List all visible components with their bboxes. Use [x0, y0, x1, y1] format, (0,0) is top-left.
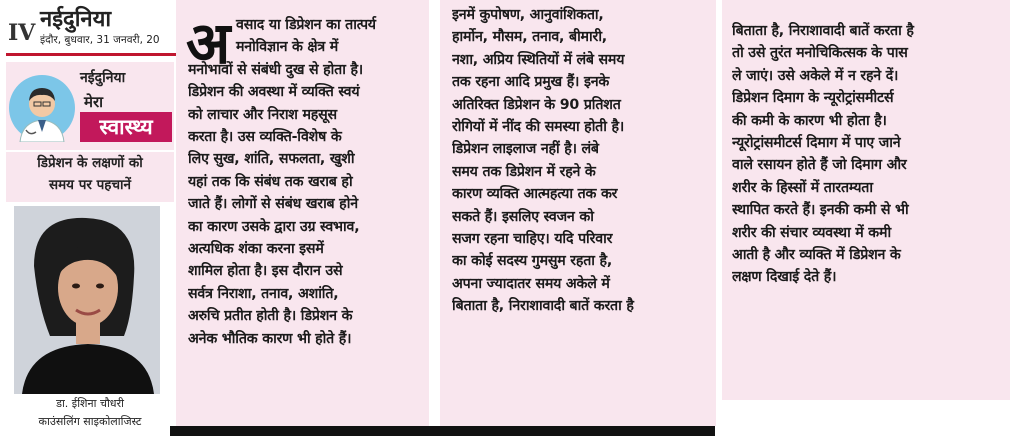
masthead-rule	[6, 53, 176, 56]
article-line: हार्मोन, मौसम, तनाव, बीमारी,	[452, 29, 607, 46]
article-line: लिए सुख, शांति, सफलता, खुशी	[188, 151, 355, 168]
article-line: वसाद या डिप्रेशन का तात्पर्य	[236, 17, 376, 33]
article-line: कारण व्यक्ति आत्महत्या तक कर	[452, 186, 618, 203]
article-line: डिप्रेशन की अवस्था में व्यक्ति स्वयं	[188, 84, 360, 101]
author-name: डा. ईशिना चौधरी	[56, 397, 124, 410]
article-line: तो उसे तुरंत मनोचिकित्सक के पास	[732, 45, 908, 62]
portrait-image	[14, 206, 160, 394]
article-line: डिप्रेशन दिमाग के न्यूरोट्रांसमीटर्स	[732, 90, 894, 107]
article-line: वाले रसायन होते हैं जो दिमाग और	[732, 157, 907, 174]
article-line: सजग रहना चाहिए। यदि परिवार	[452, 231, 613, 248]
article-line: जाते हैं। लोगों से संबंध खराब होने	[188, 196, 358, 213]
headline-line: डिप्रेशन के लक्षणों को	[37, 155, 143, 171]
column-gutter	[429, 0, 440, 426]
article-line: यहां तक कि संबंध तक खराब हो	[188, 173, 353, 190]
article-line: स्थापित करते हैं। इनकी कमी से भी	[732, 202, 909, 219]
headline-line: समय पर पहचानें	[48, 177, 132, 193]
article-line: समय तक डिप्रेशन में रहने के	[452, 163, 596, 180]
doctor-avatar-icon	[8, 74, 76, 142]
drop-cap: अ	[186, 9, 231, 77]
article-line: तक रहना आदि प्रमुख हैं। इनके	[452, 74, 610, 91]
article-line: का कारण उसके द्वारा उग्र स्वभाव,	[188, 218, 360, 235]
article-headline	[6, 152, 174, 202]
article-line: शरीर की संचार व्यवस्था में कमी	[732, 224, 891, 241]
article-line: अनेक भौतिक कारण भी होते हैं।	[188, 330, 352, 347]
article-line: आती है और व्यक्ति में डिप्रेशन के	[732, 247, 901, 264]
article-line: लक्षण दिखाई देते हैं।	[732, 269, 837, 286]
article-line: सर्वत्र निराशा, तनाव, अशांति,	[188, 285, 339, 302]
section-title-line2: स्वास्थ्य	[80, 112, 172, 142]
page-number: IV	[8, 20, 36, 46]
bottom-rule	[170, 426, 715, 436]
dateline: इंदौर, बुधवार, 31 जनवरी, 20	[40, 34, 160, 46]
article-line: ले जाएं। उसे अकेले में न रहने दें।	[732, 67, 899, 84]
article-line: बिताता है, निराशावादी बातें करता है	[732, 23, 914, 39]
column-1-text	[186, 9, 426, 350]
article-line: बिताता है, निराशावादी बातें करता है	[452, 298, 634, 315]
article-line: डिप्रेशन लाइलाज नहीं है। लंबे	[452, 141, 599, 158]
article-line: न्यूरोट्रांसमीटर्स दिमाग में पाए जाने	[732, 135, 901, 152]
column-3-lines	[732, 20, 1007, 289]
column-2-lines	[452, 4, 714, 318]
author-photo	[14, 206, 160, 394]
article-line: को लाचार और निराश महसूस	[188, 106, 337, 123]
section-brand: नईदुनिया	[80, 70, 126, 86]
article-line: इनमें कुपोषण, आनुवांशिकता,	[452, 7, 604, 23]
author-title: काउंसलिंग साइकोलाजिस्ट	[38, 415, 142, 428]
article-line: शरीर के हिस्सों में तारतम्यता	[732, 179, 873, 196]
article-line: अतिरिक्त डिप्रेशन के 90 प्रतिशत	[452, 96, 621, 113]
article-line: मनोविज्ञान के क्षेत्र में	[236, 39, 339, 56]
article-line: सकते हैं। इसलिए स्वजन को	[452, 208, 594, 225]
article-line: शामिल होता है। इस दौरान उसे	[188, 263, 343, 280]
column-3-text	[732, 20, 1007, 289]
article-line: अपना ज्यादातर समय अकेले में	[452, 275, 610, 292]
article-line: नशा, अप्रिय स्थितियों में लंबे समय	[452, 51, 625, 68]
article-line: की कमी के कारण भी होता है।	[732, 112, 887, 129]
section-title-line1: मेरा	[84, 93, 103, 111]
newspaper-logo: नईदुनिया	[40, 7, 112, 32]
article-line: मनोभावों से संबंधी दुख से होता है।	[188, 61, 363, 78]
article-line: अरुचि प्रतीत होती है। डिप्रेशन के	[188, 308, 353, 325]
article-line: रोगियों में नींद की समस्या होती है।	[452, 119, 624, 136]
column-1-lines	[186, 9, 426, 350]
article-line: का कोई सदस्य गुमसुम रहता है,	[452, 253, 613, 270]
article-line: करता है। उस व्यक्ति-विशेष के	[188, 129, 342, 146]
column-2-text	[452, 4, 714, 318]
article-line: अत्यधिक शंका करना इसमें	[188, 241, 324, 258]
